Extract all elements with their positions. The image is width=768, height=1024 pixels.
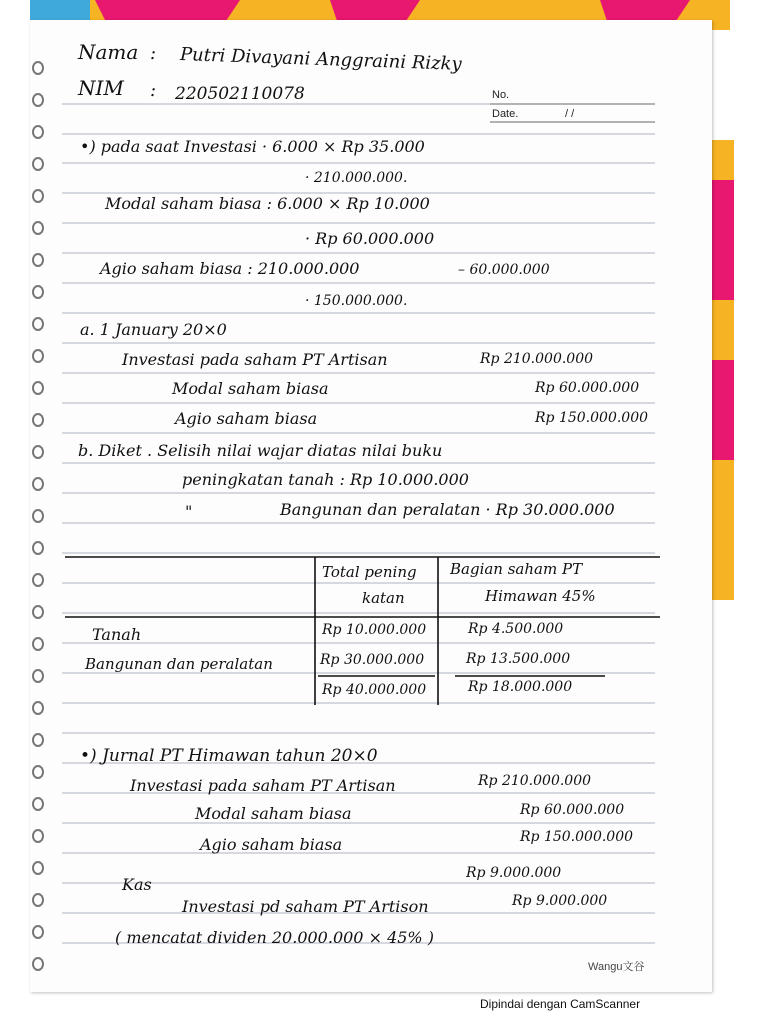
table-row-total: Rp 10.000.000 bbox=[322, 622, 427, 638]
nim-separator: : bbox=[150, 80, 157, 101]
table-header-bagian-line2: Himawan 45% bbox=[485, 587, 596, 605]
part-a-date: a. 1 January 20×0 bbox=[80, 320, 227, 339]
table-row-label: Bangunan dan peralatan bbox=[85, 655, 273, 673]
table-header-total-line1: Total pening bbox=[322, 563, 417, 581]
journal-a-credit-amount-1: Rp 60.000.000 bbox=[535, 380, 640, 396]
jurnal-kas-amount: Rp 9.000.000 bbox=[466, 865, 562, 881]
jurnal-investasi-credit-amount: Rp 9.000.000 bbox=[512, 893, 608, 909]
jurnal-heading: •) Jurnal PT Himawan tahun 20×0 bbox=[80, 746, 378, 766]
journal-a-debit-amount: Rp 210.000.000 bbox=[480, 351, 594, 367]
nama-label: Nama bbox=[78, 40, 139, 64]
jurnal-debit-amount-1: Rp 210.000.000 bbox=[478, 773, 592, 789]
jurnal-credit-account-1: Modal saham biasa bbox=[195, 804, 352, 823]
nim-value: 220502110078 bbox=[175, 84, 305, 104]
table-row-bagian: Rp 4.500.000 bbox=[468, 621, 564, 637]
jurnal-kas-account: Kas bbox=[122, 875, 152, 894]
date-separators: / / bbox=[565, 108, 575, 120]
journal-a-credit-account-1: Modal saham biasa bbox=[172, 379, 329, 398]
date-label: Date. bbox=[492, 108, 519, 120]
camscanner-watermark: Dipindai dengan CamScanner bbox=[480, 997, 641, 1011]
table-row-label: Tanah bbox=[92, 625, 142, 644]
peningkatan-tanah: peningkatan tanah : Rp 10.000.000 bbox=[182, 470, 469, 489]
jurnal-credit-amount-2: Rp 150.000.000 bbox=[520, 829, 634, 845]
jurnal-credit-account-2: Agio saham biasa bbox=[200, 835, 343, 854]
agio-saham-line: Agio saham biasa : 210.000.000 bbox=[100, 259, 360, 278]
journal-a-debit-account: Investasi pada saham PT Artisan bbox=[122, 350, 388, 369]
modal-saham-line: Modal saham biasa : 6.000 × Rp 10.000 bbox=[105, 194, 430, 213]
table-total-row-total: Rp 40.000.000 bbox=[322, 682, 427, 698]
nama-separator: : bbox=[150, 43, 157, 64]
table-header-total-line2: katan bbox=[362, 589, 405, 607]
table-total-row-bagian: Rp 18.000.000 bbox=[468, 679, 573, 695]
agio-saham-result: · 150.000.000. bbox=[305, 293, 408, 309]
table-row-bagian: Rp 13.500.000 bbox=[466, 651, 571, 667]
journal-a-credit-account-2: Agio saham biasa bbox=[175, 409, 318, 428]
table-row-total: Rp 30.000.000 bbox=[320, 652, 425, 668]
peningkatan-bangunan: Bangunan dan peralatan · Rp 30.000.000 bbox=[280, 500, 615, 519]
jurnal-investasi-credit-account: Investasi pd saham PT Artison bbox=[182, 897, 429, 916]
part-b-heading: b. Diket . Selisih nilai wajar diatas nilai buku bbox=[78, 441, 443, 460]
investasi-line: •) pada saat Investasi · 6.000 × Rp 35.000 bbox=[80, 137, 425, 156]
jurnal-credit-amount-1: Rp 60.000.000 bbox=[520, 802, 625, 818]
investasi-result: · 210.000.000. bbox=[305, 170, 408, 186]
table-header-bagian-line1: Bagian saham PT bbox=[450, 560, 583, 578]
ditto-mark: " bbox=[185, 502, 193, 521]
no-label: No. bbox=[492, 89, 510, 101]
jurnal-debit-account-1: Investasi pada saham PT Artisan bbox=[130, 776, 396, 795]
notebook-brand: Wangu文谷 bbox=[588, 961, 645, 973]
jurnal-note: ( mencatat dividen 20.000.000 × 45% ) bbox=[115, 928, 434, 947]
modal-saham-result: · Rp 60.000.000 bbox=[305, 229, 435, 248]
nim-label: NIM bbox=[78, 76, 124, 100]
journal-a-credit-amount-2: Rp 150.000.000 bbox=[535, 410, 649, 426]
nama-value: Putri Divayani Anggraini Rizky bbox=[179, 44, 462, 75]
agio-saham-minus: – 60.000.000 bbox=[458, 262, 550, 278]
